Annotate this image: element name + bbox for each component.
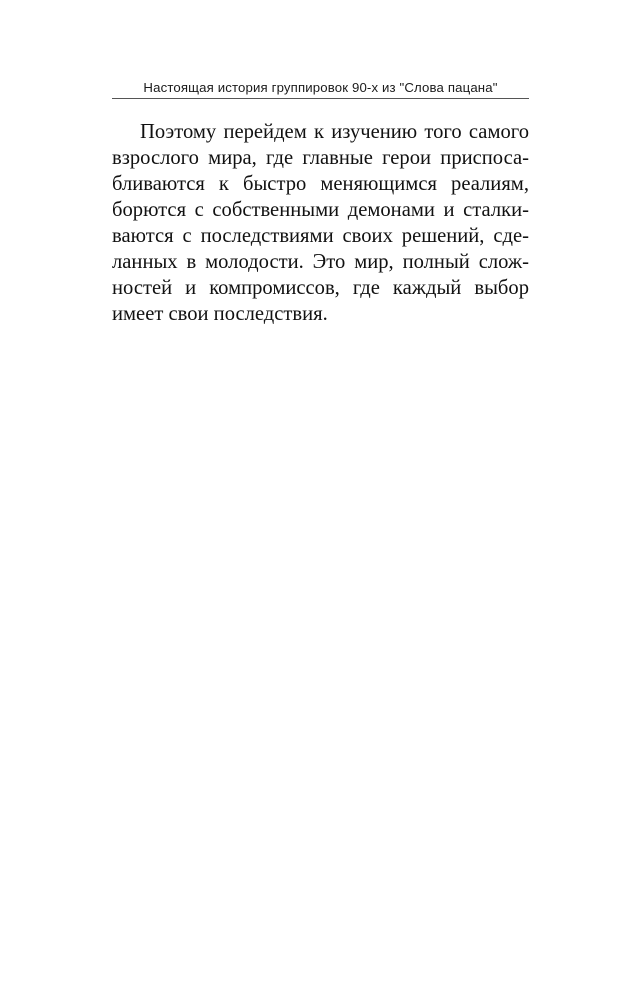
paragraph-line: имеет свои последствия.	[112, 303, 328, 325]
running-header: Настоящая история группировок 90-х из "Слова пацана"	[143, 80, 498, 95]
body-paragraph	[112, 119, 529, 327]
paragraph-line: бливаются к быстро меняющимся реалиям,	[112, 173, 529, 195]
paragraph-line: Поэтому перейдем к изучению того самого	[140, 121, 529, 143]
paragraph-line: ностей и компромиссов, где каждый выбор	[112, 277, 529, 299]
paragraph-line: борются с собственными демонами и сталки-	[112, 199, 529, 221]
paragraph-line: ланных в молодости. Это мир, полный слож-	[112, 251, 529, 273]
paragraph-line: взрослого мира, где главные герои приспоса-	[112, 147, 529, 169]
paragraph-line: ваются с последствиями своих решений, сде-	[112, 225, 529, 247]
header-divider	[112, 98, 529, 99]
